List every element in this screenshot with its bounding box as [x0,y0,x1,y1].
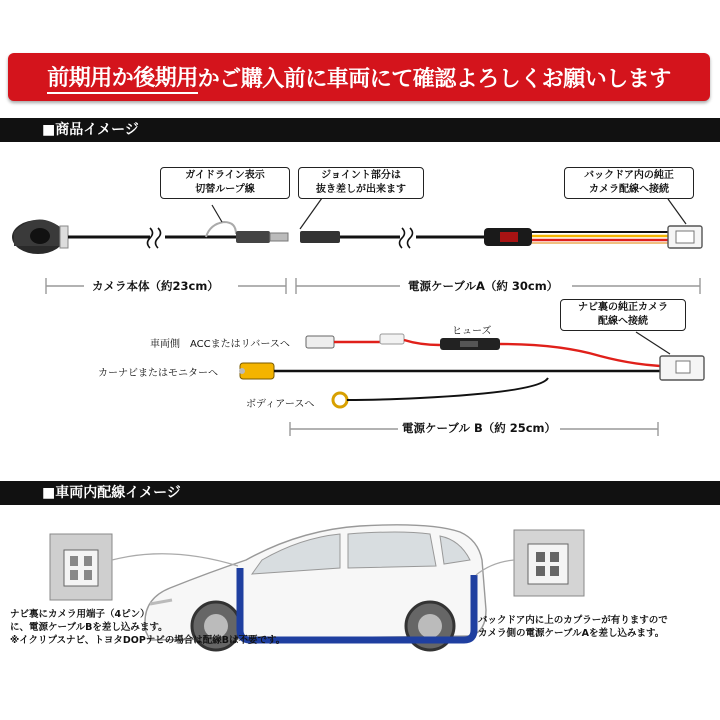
cable-b-length-label: 電源ケーブル B（約 25cm） [402,421,557,435]
callout-backdoor-line2: カメラ配線へ接続 [589,184,669,195]
callout-joint-line2: 抜き差しが出来ます [316,184,406,195]
acc-reverse-label: 車両側 ACCまたはリバースへ [150,339,290,350]
backdoor-note-line1: バックドア内に上のカプラーが有りますので [478,615,668,626]
backdoor-wiring-note [478,614,668,640]
banner-text-underlined: 前期用か後期用 [47,61,198,94]
section-title-vehicle: ■車両内配線イメージ [42,485,181,501]
fuse-label: ヒューズ [452,326,492,337]
banner-text-rest: かご購入前に車両にて確認よろしくお願いします [197,66,671,92]
navi-wiring-note [10,608,285,647]
callout-guideline-line2: 切替ループ線 [195,184,255,195]
callout-backdoor-line1: バックドア内の純正 [584,170,674,181]
navi-note-line1: ナビ裏にカメラ用端子（4ピン） [10,609,150,620]
monitor-label: カーナビまたはモニターへ [98,368,218,379]
backdoor-note-line2: カメラ側の電源ケーブルAを差し込みます。 [478,628,665,639]
navi-note-line3: ※イクリプスナビ、トヨタDOPナビの場合は配線Bは不要です。 [10,635,286,646]
camera-body-length-label: カメラ本体（約23cm） [92,279,219,293]
callout-guideline-line1: ガイドライン表示 [185,170,265,181]
section-title-product: ■商品イメージ [42,122,139,138]
navi-note-line2: に、電源ケーブルBを差し込みます。 [10,622,168,633]
callout-navi-line2: 配線へ接続 [598,316,648,327]
cable-a-length-label: 電源ケーブルA（約 30cm） [408,279,559,293]
callout-joint-line1: ジョイント部分は [321,170,401,181]
callout-navi-line1: ナビ裏の純正カメラ [578,302,668,313]
body-earth-label: ボディアースへ [246,399,315,410]
